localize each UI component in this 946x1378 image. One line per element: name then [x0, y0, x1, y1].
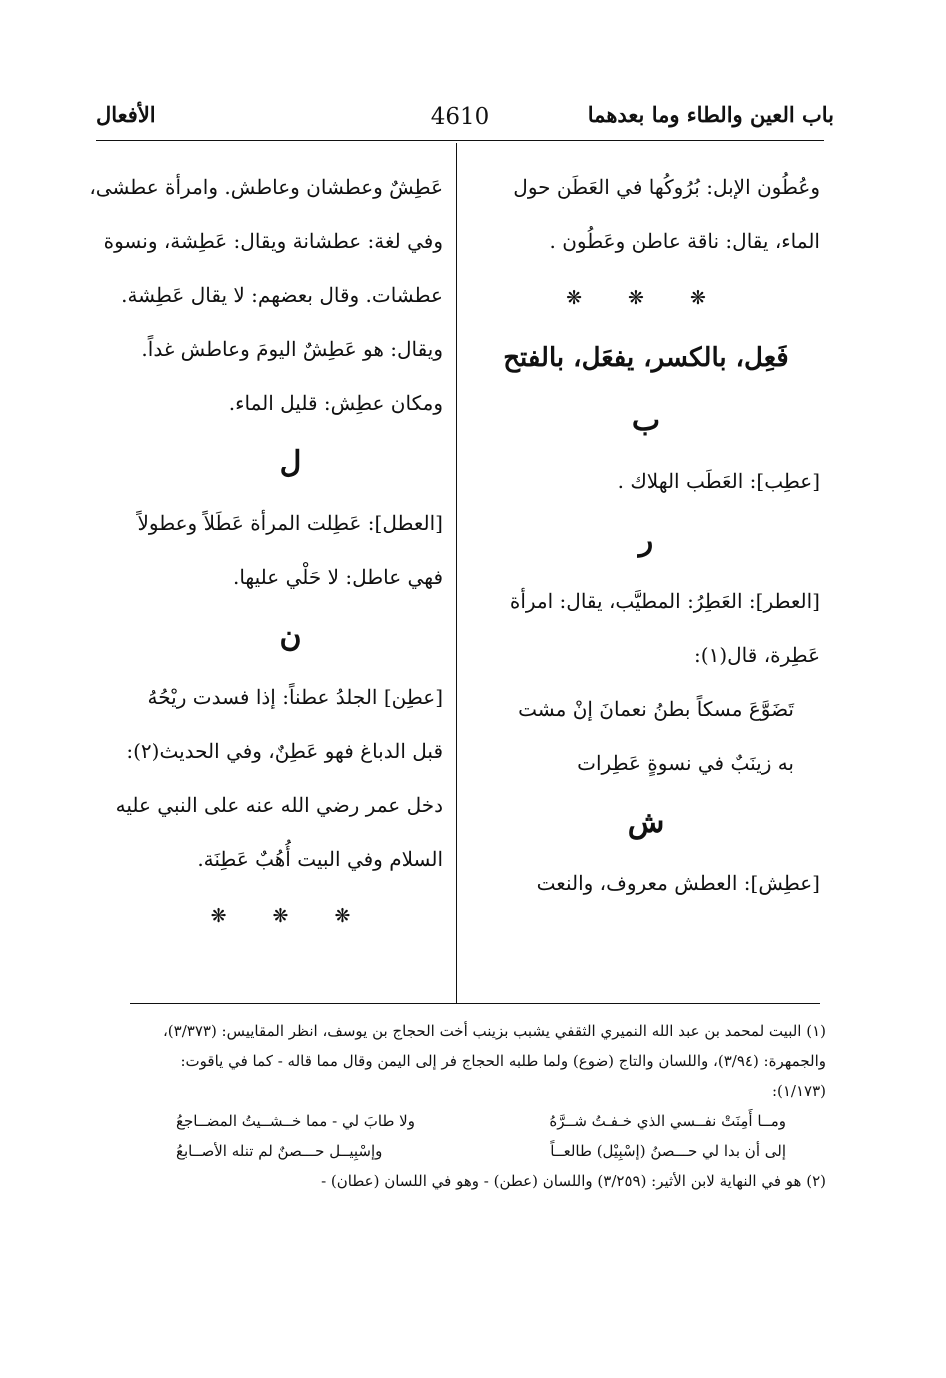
letter-heading: ن: [279, 619, 302, 654]
section-separator: ❋ ❋ ❋: [210, 905, 371, 927]
footnotes: [96, 1016, 826, 1196]
letter-heading: ش: [627, 805, 665, 840]
entry-line: [عطِب]: العَطَب الهلاك .: [617, 469, 820, 493]
section-heading: فَعِل، بالكسر، يفعَل، بالفتح: [503, 343, 789, 373]
verse-hemistich: وإسْبِيــل حـــصنٌ لم تنله الأصــابعُ: [176, 1142, 383, 1160]
letter-heading: ر: [638, 523, 654, 558]
column-divider: [456, 143, 457, 1003]
entry-line: [عطِن] الجلدُ عطناً: إذا فسدت ريْحُهُ: [147, 685, 443, 709]
verse-hemistich: ولا طابَ لي - مما خــشــيتُ المضــاجعُ: [176, 1112, 415, 1130]
text-line: وفي لغة: عطشانة ويقال: عَطِشة، ونسوة: [103, 229, 443, 253]
entry-line: عَطِرة، قال(١):: [694, 643, 820, 667]
entry-line: السلام وفي البيت أُهُبٌ عَطِنَة.: [197, 847, 443, 871]
entry-line: فهي عاطل: لا حَلْي عليها.: [232, 565, 443, 589]
footnote-verse: [96, 1106, 826, 1136]
chapter-title: باب العين والطاء وما بعدهما: [587, 102, 834, 127]
entry-line: [عطِش]: العطش معروف، والنعت: [536, 871, 820, 895]
right-column: [472, 160, 820, 910]
text-line: وعُطُون الإبل: بُرُوكُها في العَطَن حول: [513, 175, 820, 199]
entry-line: قبل الدباغ فهو عَطِنٌ، وفي الحديث(٢):: [126, 739, 443, 763]
footnote-line: (٢) هو في النهاية لابن الأثير: (٣/٢٥٩) واللسان (عطن) - وهو في اللسان (عطان) -: [321, 1172, 826, 1190]
poem-verse: تَضَوَّعَ مسكاً بطنُ نعمانَ إنْ مشت: [518, 697, 794, 721]
text-line: ويقال: هو عَطِشٌ اليومَ وعاطش غداً.: [141, 337, 443, 361]
footnote-line: (١/١٧٣):: [771, 1082, 826, 1100]
poem-verse: به زينَبٌ في نسوةٍ عَطِرات: [577, 751, 794, 775]
section-name: الأفعال: [96, 102, 156, 127]
section-separator: ❋ ❋ ❋: [566, 287, 726, 309]
entry-line: [العطر]: العَطِرُ: المطيَّب، يقال: امرأة: [509, 589, 820, 613]
left-column: [89, 160, 443, 946]
letter-heading: ب: [631, 403, 661, 438]
page-number: 4610: [430, 104, 490, 130]
footnote-line: (١) البيت لمحمد بن عبد الله النميري الثقفي يشبب بزينب أخت الحجاج بن يوسف، انظر المقاييس: (٣/٣٧٣)،: [162, 1022, 826, 1040]
verse-hemistich: إلى أن بدا لي حـــصنُ (إسْبِيْل) طالعــاً: [550, 1142, 786, 1160]
footnote-line: والجمهرة: (٣/٩٤)، واللسان والتاج (ضوع) ولما طلبه الحجاج فر إلى اليمن وقال مما قاله - كما في ياقوت:: [180, 1052, 826, 1070]
text-line: عَطِشٌ وعطشان وعاطش. وامرأة عطشى،: [89, 175, 443, 199]
footnote-rule: [130, 1003, 820, 1004]
footnote-verse: [96, 1136, 826, 1166]
header-rule: [96, 140, 824, 141]
verse-hemistich: ومــا أَمِنَتْ نفــسي الذي خـفـتُ شــرَّهُ: [549, 1112, 786, 1130]
letter-heading: ل: [279, 445, 302, 480]
entry-line: دخل عمر رضي الله عنه على النبي عليه: [115, 793, 443, 817]
entry-line: [العطل]: عَطِلت المرأة عَطَلاً وعطولاً: [137, 511, 443, 535]
text-line: الماء، يقال: ناقة عاطن وعَطُون .: [549, 229, 820, 253]
entry-line: ومكان عطِش: قليل الماء.: [228, 391, 443, 415]
text-line: عطشات. وقال بعضهم: لا يقال عَطِشة.: [121, 283, 443, 307]
